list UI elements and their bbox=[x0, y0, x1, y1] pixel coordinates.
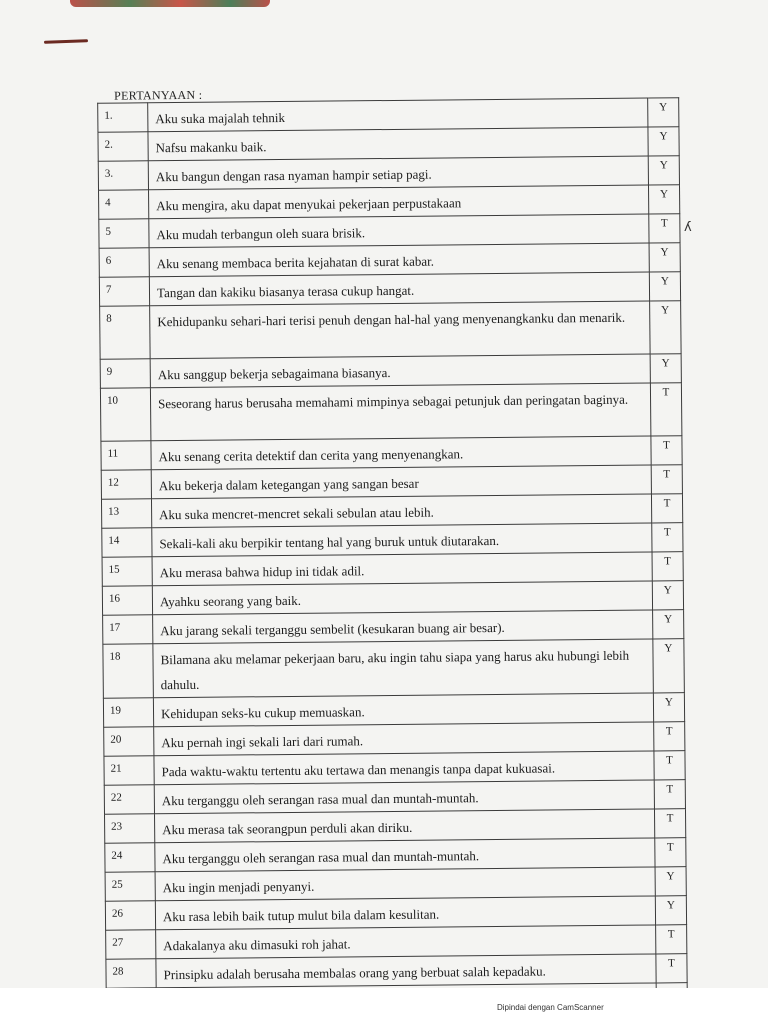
answer-cell: Y bbox=[648, 185, 679, 214]
answer-cell: Y bbox=[650, 301, 682, 354]
question-text: Aku bangun dengan rasa nyaman hampir setiap pagi. bbox=[148, 156, 648, 190]
question-text: Adakalanya aku dimasuki roh jahat. bbox=[156, 925, 656, 959]
answer-cell: Y bbox=[649, 243, 680, 272]
question-text: Aku jarang sekali terganggu sembelit (kesukaran buang air besar). bbox=[153, 610, 653, 644]
answer-cell: Y bbox=[655, 867, 686, 896]
question-number: 16 bbox=[102, 586, 152, 615]
question-number: 18 bbox=[103, 644, 154, 698]
answer-cell: T bbox=[654, 751, 685, 780]
answer-cell: Y bbox=[655, 896, 686, 925]
answer-cell: Y bbox=[650, 354, 681, 383]
answer-cell bbox=[656, 983, 687, 988]
question-text: Aku suka majalah tehnik bbox=[148, 98, 648, 132]
question-text: Aku terganggu oleh serangan rasa mual dan muntah-muntah. bbox=[155, 838, 655, 872]
question-number: 11 bbox=[101, 441, 151, 470]
answer-cell: T bbox=[654, 722, 685, 751]
answer-cell: Y bbox=[652, 581, 683, 610]
question-number: 7 bbox=[99, 277, 149, 306]
answer-cell: T bbox=[651, 494, 682, 523]
question-number: 25 bbox=[105, 872, 155, 901]
question-number: 1. bbox=[98, 103, 148, 132]
question-text: Aku rasa lebih baik tutup mulut bila dalam kesulitan. bbox=[155, 896, 655, 930]
question-text: Sekali-kali aku berpikir tentang hal yang buruk untuk diutarakan. bbox=[152, 523, 652, 557]
answer-cell: T bbox=[651, 436, 682, 465]
question-number: 21 bbox=[104, 756, 154, 785]
question-text: Aku senang cerita detektif dan cerita yang menyenangkan. bbox=[151, 436, 651, 470]
answer-cell: T bbox=[652, 523, 683, 552]
answer-cell: T bbox=[656, 925, 687, 954]
answer-cell: T bbox=[655, 838, 686, 867]
question-text: Aku ingin menjadi penyanyi. bbox=[155, 867, 655, 901]
question-text: Aku merasa tak seorangpun perduli akan diriku. bbox=[155, 809, 655, 843]
handwritten-mark: ʎ bbox=[684, 220, 692, 235]
question-number: 4 bbox=[99, 190, 149, 219]
question-number: 12 bbox=[101, 470, 151, 499]
question-number: 26 bbox=[105, 901, 155, 930]
question-text: Seseorang harus berusaha memahami mimpinya sebagai petunjuk dan peringatan baginya. bbox=[150, 383, 650, 441]
question-number: 3. bbox=[98, 161, 148, 190]
question-number: 15 bbox=[102, 557, 152, 586]
answer-cell: T bbox=[650, 383, 682, 436]
question-number: 8 bbox=[100, 306, 151, 359]
question-text: Pada waktu-waktu tertentu aku tertawa dan menangis tanpa dapat kukuasai. bbox=[154, 751, 654, 785]
answer-cell: T bbox=[652, 552, 683, 581]
question-number: 2. bbox=[98, 132, 148, 161]
answer-cell: T bbox=[649, 214, 680, 243]
question-text: Aku sanggup bekerja sebagaimana biasanya. bbox=[150, 354, 650, 388]
question-number: 22 bbox=[104, 785, 154, 814]
question-text: Prinsipku adalah berusaha membalas orang yang berbuat salah kepadaku. bbox=[156, 954, 656, 988]
question-number: 24 bbox=[105, 843, 155, 872]
answer-cell: Y bbox=[648, 156, 679, 185]
question-number: 10 bbox=[100, 388, 151, 441]
question-text: Kehidupanku sehari-hari terisi penuh dengan hal-hal yang menyenangkanku dan menarik. bbox=[150, 301, 650, 359]
answer-cell: Y bbox=[648, 127, 679, 156]
question-text: Nafsu makanku baik. bbox=[148, 127, 648, 161]
question-text: Ayahku seorang yang baik. bbox=[152, 581, 652, 615]
question-number: 9 bbox=[100, 359, 150, 388]
question-table-body bbox=[98, 98, 688, 988]
question-text: Bilamana aku melamar pekerjaan baru, aku ingin tahu siapa yang harus aku hubungi lebih dahulu. bbox=[153, 639, 653, 698]
question-number: 28 bbox=[106, 959, 156, 988]
page-heading: PERTANYAAN : bbox=[114, 87, 203, 103]
question-text: Tangan dan kakiku biasanya terasa cukup hangat. bbox=[149, 272, 649, 306]
question-number: 5 bbox=[99, 219, 149, 248]
question-text: Aku mengira, aku dapat menyukai pekerjaan perpustakaan bbox=[149, 185, 649, 219]
question-text: Aku suka mencret-mencret sekali sebulan atau lebih. bbox=[151, 494, 651, 528]
answer-cell: Y bbox=[648, 98, 679, 127]
question-number: 13 bbox=[101, 499, 151, 528]
answer-cell: Y bbox=[653, 693, 684, 722]
question-number: 14 bbox=[102, 528, 152, 557]
question-text: Aku mudah terbangun oleh suara brisik. bbox=[149, 214, 649, 248]
question-text: Aku terganggu oleh serangan rasa mual dan muntah-muntah. bbox=[154, 780, 654, 814]
question-row bbox=[103, 639, 684, 699]
question-number: 27 bbox=[106, 930, 156, 959]
question-number: 19 bbox=[103, 698, 153, 727]
question-text: Aku senang membaca berita kejahatan di surat kabar. bbox=[149, 243, 649, 277]
question-number: 20 bbox=[104, 727, 154, 756]
answer-cell: T bbox=[656, 954, 687, 983]
answer-cell: T bbox=[654, 780, 685, 809]
answer-cell: Y bbox=[649, 272, 680, 301]
answer-cell: Y bbox=[653, 639, 685, 693]
question-number: 23 bbox=[105, 814, 155, 843]
question-row bbox=[100, 383, 681, 442]
question-text: Aku merasa bahwa hidup ini tidak adil. bbox=[152, 552, 652, 586]
question-text: Aku bekerja dalam ketegangan yang sangan besar bbox=[151, 465, 651, 499]
question-text: Aku pernah ingi sekali lari dari rumah. bbox=[154, 722, 654, 756]
question-number: 17 bbox=[103, 615, 153, 644]
answer-cell: Y bbox=[653, 610, 684, 639]
question-text: Kehidupan seks-ku cukup memuaskan. bbox=[153, 693, 653, 727]
question-table bbox=[97, 97, 688, 988]
question-row bbox=[100, 301, 681, 360]
answer-cell: T bbox=[654, 809, 685, 838]
answer-cell: T bbox=[651, 465, 682, 494]
scanner-footer: Dipindai dengan CamScanner bbox=[497, 1003, 604, 1012]
question-number: 6 bbox=[99, 248, 149, 277]
